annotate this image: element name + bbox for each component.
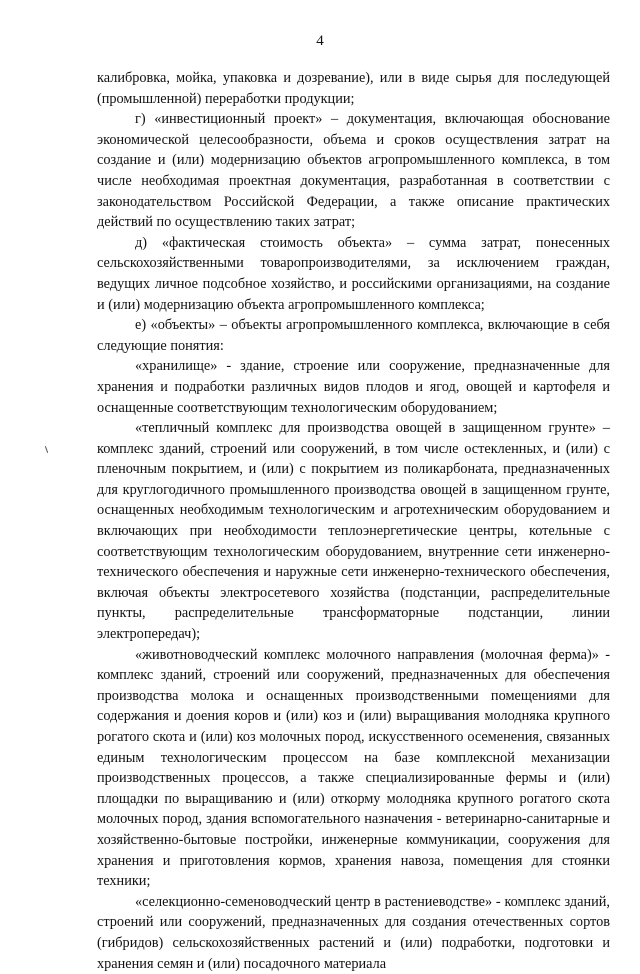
paragraph-greenhouse-complex: «тепличный комплекс для производства овощей в защищенном грунте» – комплекс зданий, строений или сооружений, в том числе остекленных, и (или) с пленочным покрытием, и (или) с покрытием из поликарбоната, предназначенных для круглогодичного промышленного производства овощей в защищенном грунте, оснащенных необходимым технологическим и агротехническим оборудованием и включающих при необходимости теплоэнергетические центры, котельные с соответствующим технологическим оборудованием, внутренние сети инженерно-технического обеспечения и наружные сети инженерно-технического обеспечения, включая объекты электросетевого хозяйства (подстанции, распределительные пункты, распределительные трансформаторные подстанции, линии электропередач); xyxy=(97,420,610,643)
paragraph-continuation: калибровка, мойка, упаковка и дозревание), или в виде сырья для последующей (промышленной) переработки продукции; xyxy=(97,70,610,107)
document-body xyxy=(97,68,610,974)
paragraph-actual-cost: д) «фактическая стоимость объекта» – сумма затрат, понесенных сельскохозяйственными товаропроизводителями, за исключением граждан, ведущих личное подсобное хозяйство, и российскими организациями, на создание и (или) модернизацию объекта агропромышленного комплекса; xyxy=(97,234,610,313)
paragraph-objects: е) «объекты» – объекты агропромышленного комплекса, включающие в себя следующие понятия: xyxy=(97,317,610,354)
paragraph-dairy-complex: «животноводческий комплекс молочного направления (молочная ферма)» - комплекс зданий, строений или сооружений, предназначенных для обеспечения производства молока и оснащенных производственными помещениями для содержания и доения коров и (или) коз и (или) выращивания молодняка крупного рогатого скота и (или) коз молочных пород, искусственного осеменения, связанных единым технологическим процессом на базе комплексной механизации производственных процессов, а также специализированные фермы и (или) площадки по выращиванию и (или) откорму молодняка крупного рогатого скота молочных пород, здания вспомогательного назначения - ветеринарно-санитарные и хозяйственно-бытовые постройки, инженерные коммуникации, сооружения для хранения и приготовления кормов, хранения навоза, помещения для стоянки техники; xyxy=(97,646,610,890)
paragraph-investment-project: г) «инвестиционный проект» – документация, включающая обоснование экономической целесообразности, объема и сроков осуществления затрат на создание и (или) модернизацию объектов агропромышленного комплекса, в том числе необходимая проектная документация, разработанная в соответствии с законодательством Российской Федерации, а также описание практических действий по осуществлению таких затрат; xyxy=(97,111,610,231)
paragraph-seed-center: «селекционно-семеноводческий центр в растениеводстве» - комплекс зданий, строений или сооружений, предназначенных для создания отечественных сортов (гибридов) сельскохозяйственных растений и (или) подработки, подготовки и хранения семян и (или) посадочного материала xyxy=(97,893,610,972)
page-number: 4 xyxy=(316,33,324,49)
paragraph-storage: «хранилище» - здание, строение или сооружение, предназначенные для хранения и подработки различных видов плодов и ягод, овощей и картофеля и оснащенные соответствующим технологическим оборудованием; xyxy=(97,358,610,416)
stray-mark xyxy=(45,446,48,453)
